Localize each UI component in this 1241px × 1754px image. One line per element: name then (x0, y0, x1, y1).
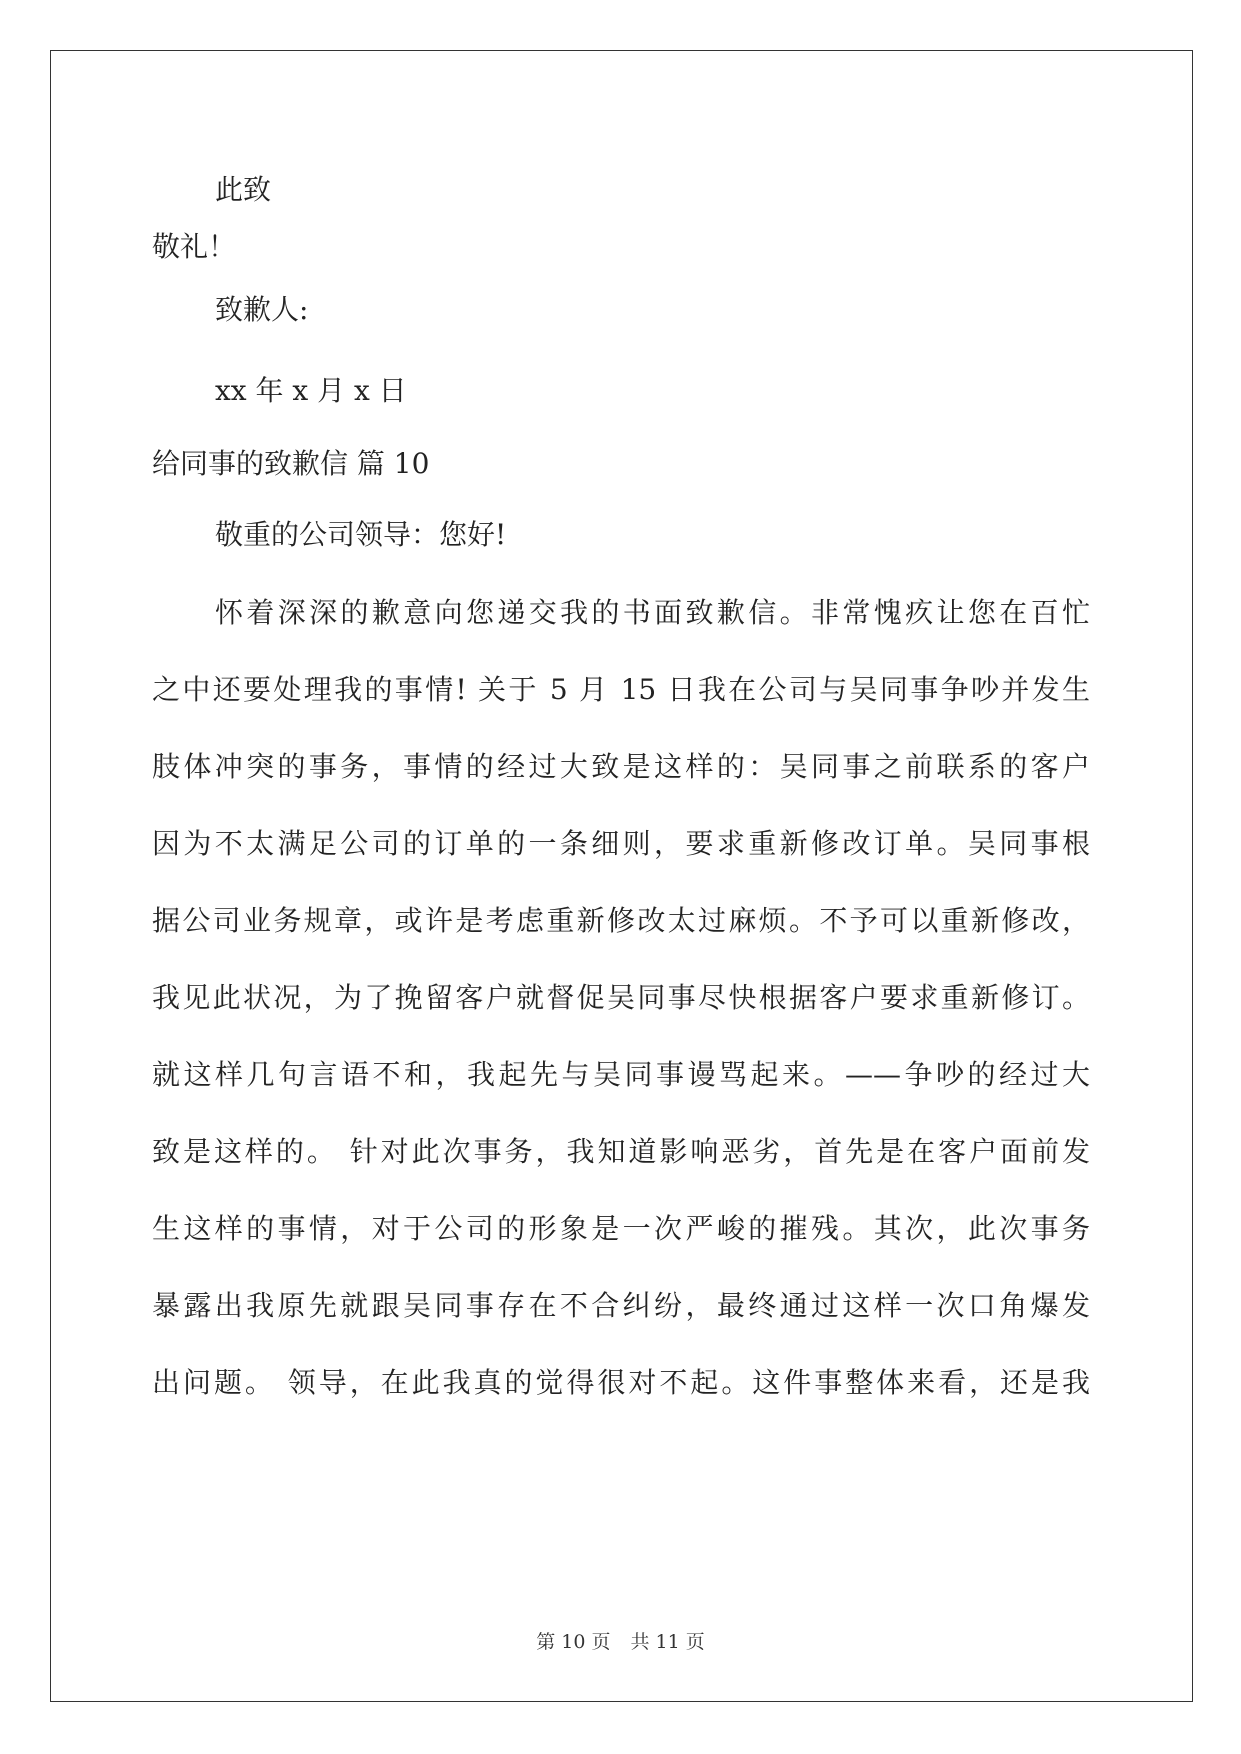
body-line-11: 出问题。 领导，在此我真的觉得很对不起。这件事整体来看，还是我 (152, 1366, 1090, 1399)
page-number: 第 10 页 (536, 1631, 611, 1653)
section-title: 给同事的致歉信 篇 10 (152, 447, 430, 480)
closing-jing-li: 敬礼！ (152, 230, 237, 263)
closing-ci-zhi: 此致 (215, 173, 272, 206)
body-line-2: 之中还要处理我的事情! 关于 5 月 15 日我在公司与吴同事争吵并发生 (152, 673, 1090, 706)
letter-date: xx 年 x 月 x 日 (215, 374, 407, 407)
body-line-4: 因为不太满足公司的订单的一条细则，要求重新修改订单。吴同事根 (152, 827, 1090, 860)
page-footer (0, 1630, 1241, 1654)
body-line-7: 就这样几句言语不和，我起先与吴同事谩骂起来。——争吵的经过大 (152, 1058, 1090, 1091)
body-line-10: 暴露出我原先就跟吴同事存在不合纠纷，最终通过这样一次口角爆发 (152, 1289, 1090, 1322)
body-line-8: 致是这样的。 针对此次事务，我知道影响恶劣，首先是在客户面前发 (152, 1135, 1090, 1168)
apologizer-label: 致歉人: (215, 293, 309, 326)
page-total: 共 11 页 (630, 1631, 705, 1653)
body-line-5: 据公司业务规章，或许是考虑重新修改太过麻烦。不予可以重新修改， (152, 904, 1090, 937)
body-line-1: 怀着深深的歉意向您递交我的书面致歉信。非常愧疚让您在百忙 (215, 596, 1090, 629)
body-line-3: 肢体冲突的事务，事情的经过大致是这样的：吴同事之前联系的客户 (152, 750, 1090, 783)
body-line-9: 生这样的事情，对于公司的形象是一次严峻的摧残。其次，此次事务 (152, 1212, 1090, 1245)
body-line-6: 我见此状况，为了挽留客户就督促吴同事尽快根据客户要求重新修订。 (152, 981, 1090, 1014)
salutation: 敬重的公司领导：您好! (215, 518, 507, 551)
